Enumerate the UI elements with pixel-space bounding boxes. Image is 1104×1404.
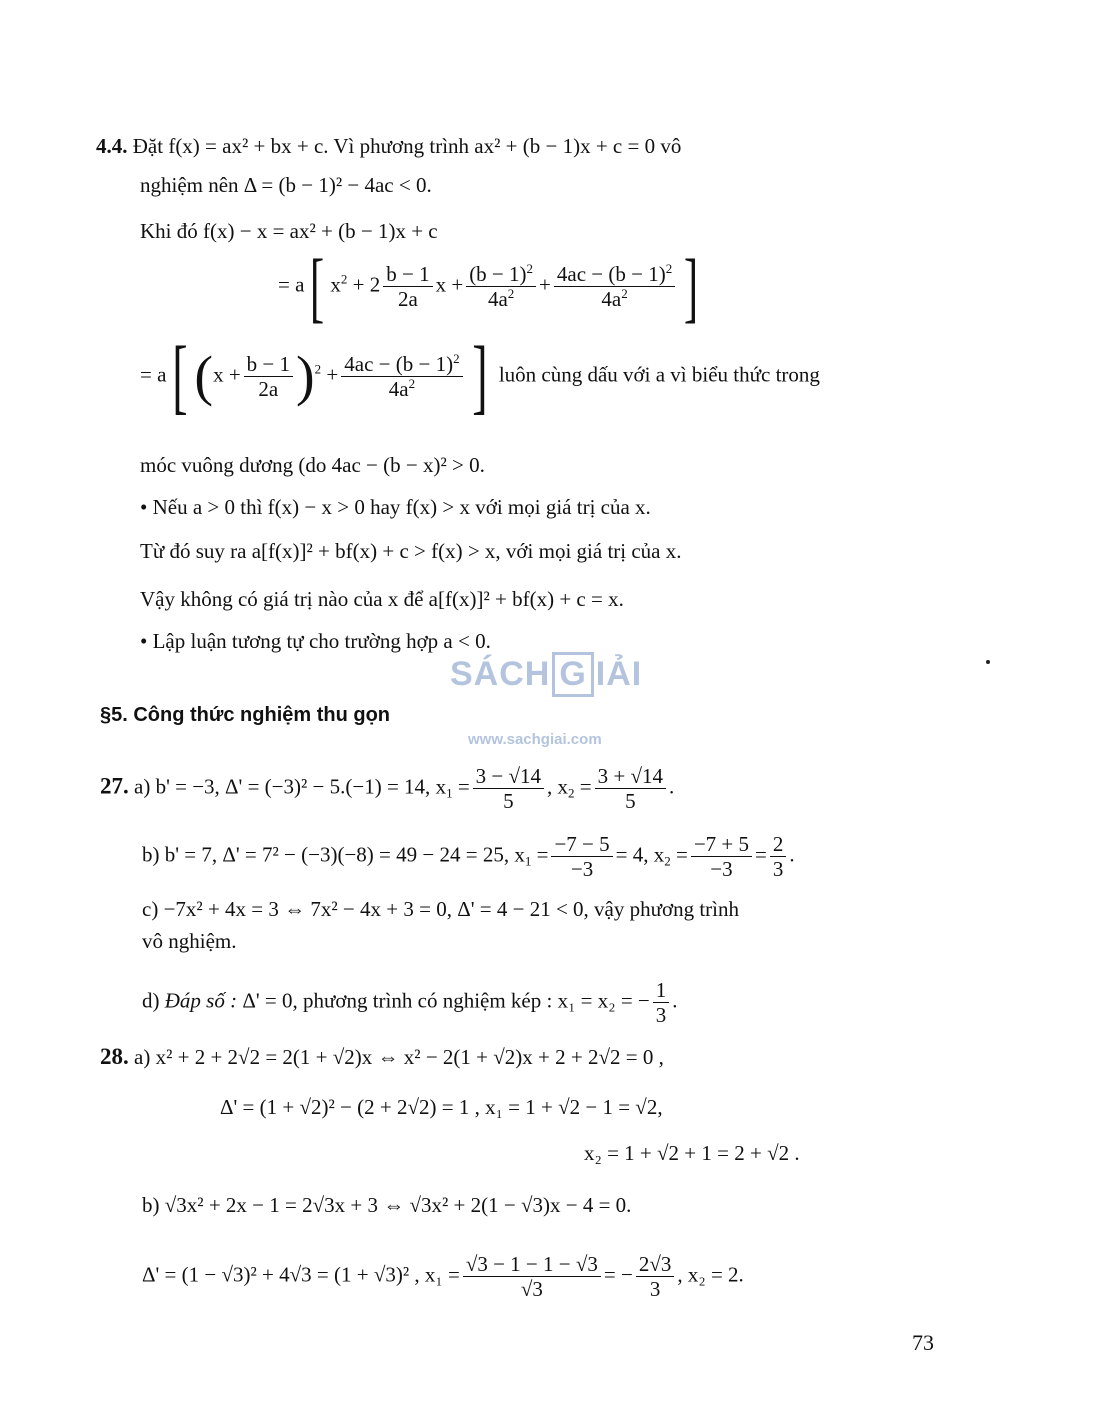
- ex27-a: 27. a) b' = −3, Δ' = (−3)² − 5.(−1) = 14, $x_1$ = $\frac{3 - √14}{5}$ , $x_2$ = $\frac{3 + √14}{5}$ .: [100, 764, 675, 813]
- watermark-logo: SÁCH G IẢI: [450, 652, 642, 697]
- stray-dot: [986, 660, 990, 664]
- ex44-formula-1: = a[ $x^2 + 2$ $\frac{b - 1}{2a}$ x + $\frac{(b - 1)^2}{4a^2}$ + $\frac{4ac - (b - 1)^2}{4a^2}$ ]: [278, 242, 699, 330]
- ex44-line-10: Vậy không có giá trị nào của x để a[f(x)]² + bf(x) + c = x.: [140, 587, 624, 611]
- ex44-formula-2-tail: luôn cùng dấu với a vì biểu thức trong: [498, 362, 820, 387]
- ex28-b2: Δ' = (1 − √3)² + 4√3 = (1 + √3)² , x₁ = $\frac{√3 - 1 - 1 - √3}{√3}$ = − $\frac{2√3}{3}$ , x₂ = 2.: [142, 1252, 744, 1301]
- ex44-line-7: móc vuông dương (do 4ac − (b − x)² > 0.: [140, 453, 485, 477]
- ex44-line-3: Khi đó f(x) − x = ax² + (b − 1)x + c: [140, 219, 438, 243]
- ex28-a2: Δ' = (1 + √2)² − (2 + 2√2) = 1 , x₁ = 1 + √2 − 1 = √2,: [220, 1095, 663, 1119]
- page-number: 73: [912, 1330, 934, 1355]
- ex44-line-8: • Nếu a > 0 thì f(x) − x > 0 hay f(x) > x với mọi giá trị của x.: [140, 495, 651, 519]
- ex27-c2: vô nghiệm.: [142, 929, 237, 953]
- ex44-text-1: Đặt f(x) = ax² + bx + c. Vì phương trình ax² + (b − 1)x + c = 0 vô: [132, 134, 682, 158]
- ex27-d: d) Đáp số : Δ' = 0, phương trình có nghiệm kép : x₁ = x₂ = − $\frac{1}{3}$ .: [142, 978, 678, 1027]
- ex27-b: b) b' = 7, Δ' = 7² − (−3)(−8) = 49 − 24 = 25, $x_1$ = $\frac{-7 - 5}{-3}$ = 4, $x_2$ = $\frac{-7 + 5}{-3}$ = $\frac{2}{3}$ .: [142, 832, 795, 881]
- ex44-formula-2: = a[ (x + $\frac{b - 1}{2a}$ )$^2$ + $\frac{4ac - (b - 1)^2}{4a^2}$ ] luôn cùng dấu với a vì biểu thức trong: [140, 329, 820, 423]
- ex28-b1: b) √3x² + 2x − 1 = 2√3x + 3 ⇔ √3x² + 2(1 − √3)x − 4 = 0.: [142, 1193, 632, 1217]
- section-title: §5. Công thức nghiệm thu gọn: [100, 704, 391, 726]
- ex28-a1: 28. a) x² + 2 + 2√2 = 2(1 + √2)x ⇔ x² − 2(1 + √2)x + 2 + 2√2 = 0 ,: [100, 1044, 664, 1069]
- watermark-url: www.sachgiai.com: [468, 731, 602, 748]
- ex27-label: 27.: [100, 773, 129, 799]
- ex44-line-9: Từ đó suy ra a[f(x)]² + bf(x) + c > f(x) > x, với mọi giá trị của x.: [140, 539, 682, 563]
- ex44-line-2: nghiệm nên Δ = (b − 1)² − 4ac < 0.: [140, 173, 432, 197]
- ex44-label: 4.4.: [96, 134, 128, 158]
- ex44-line-11: • Lập luận tương tự cho trường hợp a < 0.: [140, 629, 491, 653]
- ex27-c1: c) −7x² + 4x = 3 ⇔ 7x² − 4x + 3 = 0, Δ' = 4 − 21 < 0, vậy phương trình: [142, 897, 740, 921]
- ex44-line-1: [96, 133, 681, 159]
- ex28-label: 28.: [100, 1044, 129, 1069]
- ex28-a3: x₂ = 1 + √2 + 1 = 2 + √2 .: [584, 1141, 800, 1165]
